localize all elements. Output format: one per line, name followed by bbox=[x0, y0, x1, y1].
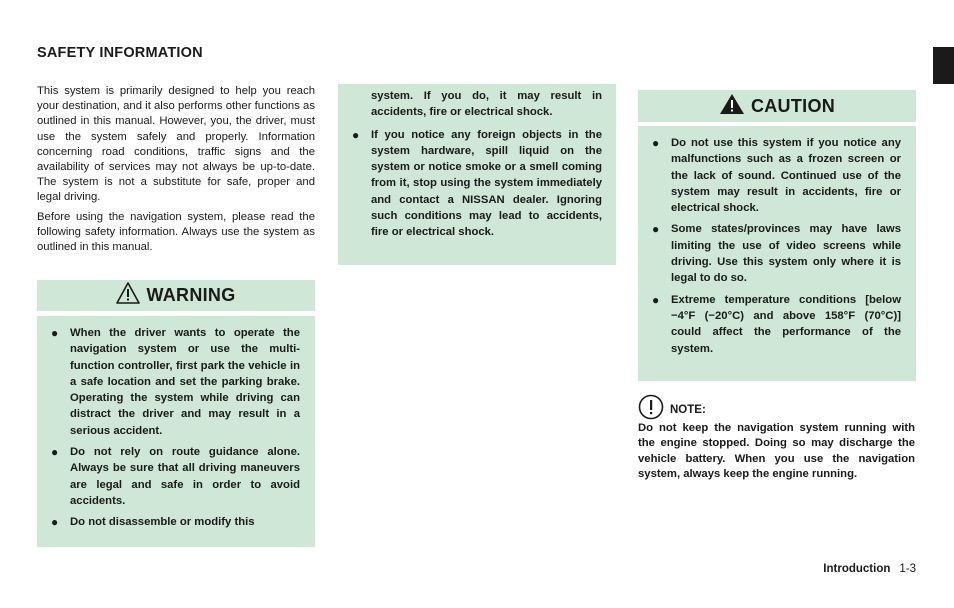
caution-item: ● Some states/provinces may have laws limiting the use of video screens while driving. Use this system only where it is legal to do so. bbox=[652, 222, 901, 285]
warning-header bbox=[37, 280, 315, 311]
warning-triangle-icon bbox=[116, 282, 140, 309]
warning-title: WARNING bbox=[146, 285, 236, 305]
caution-triangle-icon bbox=[719, 93, 745, 120]
note-title: NOTE: bbox=[670, 403, 706, 416]
intro-text bbox=[37, 84, 315, 259]
page-footer bbox=[760, 563, 916, 575]
caution-item: ● Extreme temperature conditions [below −4°F (−20°C) and above 158°F (70°C)] could affect the performance of the system. bbox=[652, 292, 901, 355]
intro-paragraph-1: This system is primarily designed to help you reach your destination, and it also performs other functions as outlined in this manual. However, you, the driver, must use the system safely and properly. Information concerning road conditions, traffic signs and the availability of services may not always be up-to-date. The system is not a substitute for safe, proper and legal driving. bbox=[37, 85, 315, 204]
warning-continued-panel bbox=[338, 84, 616, 265]
caution-item: ● Do not use this system if you notice any malfunctions such as a frozen screen or the lack of sound. Continued use of the system may result in accidents, fire or electrical shock. bbox=[652, 136, 901, 215]
caution-header bbox=[638, 90, 916, 122]
warning-item: ● Do not disassemble or modify this bbox=[51, 515, 255, 530]
warning-item: ● Do not rely on route guidance alone. Always be sure that all driving maneuvers are legal and safe in order to avoid accidents. bbox=[51, 445, 300, 507]
caution-panel bbox=[638, 126, 916, 381]
page-number: 1-3 bbox=[899, 563, 916, 575]
footer-section: Introduction bbox=[823, 563, 891, 575]
intro-paragraph-2: Before using the navigation system, please read the following safety information. Always use the system as outlined in this manual. bbox=[37, 210, 315, 254]
caution-title: CAUTION bbox=[750, 95, 836, 116]
section-title: SAFETY INFORMATION bbox=[37, 45, 203, 61]
warning-item: ● When the driver wants to operate the navigation system or use the multi-function controller, first park the vehicle in a safe location and set the parking brake. Operating the system while driving can distract the driver and may result in a serious accident. bbox=[51, 326, 300, 437]
warning-panel bbox=[37, 316, 315, 547]
note-body: Do not keep the navigation system running with the engine stopped. Doing so may discharge the vehicle battery. When you use the navigation system, always keep the engine running. bbox=[638, 422, 915, 480]
chapter-edge-tab bbox=[933, 47, 954, 84]
warning-continued-text: system. If you do, it may result in accidents, fire or electrical shock. bbox=[371, 90, 602, 119]
warning-item: ● If you notice any foreign objects in the system hardware, spill liquid on the system or notice smoke or a smell coming from it, stop using the system immediately and contact a NISSAN dealer. Ignoring such conditions may lead to accidents, fire or electrical shock. bbox=[352, 127, 602, 239]
